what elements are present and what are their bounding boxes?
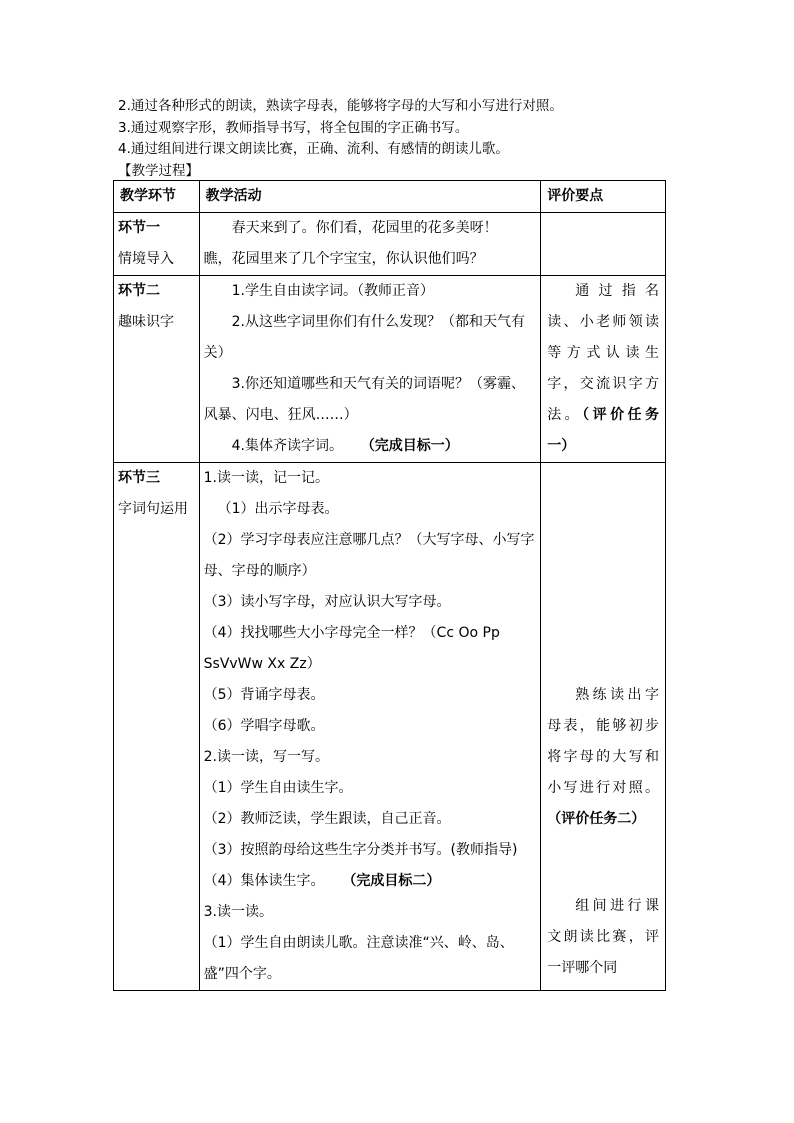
table-row bbox=[114, 213, 666, 276]
evaluation-text: 熟练读出字母表，能够初步将字母的大写和小写进行对照。 bbox=[547, 687, 659, 796]
evaluation-text: 组间进行课文朗读比赛，评一评哪个同 bbox=[547, 898, 659, 976]
activity-line: （2）教师泛读，学生跟读，自己正音。 bbox=[203, 811, 451, 827]
activity-line: 3.你还知道哪些和天气有关的词语呢？（雾霾、风暴、闪电、狂风……） bbox=[203, 376, 525, 423]
stage-cell bbox=[114, 276, 200, 463]
activity-line: 1.读一读，记一记。 bbox=[203, 470, 329, 486]
evaluation-task: （评价任务二） bbox=[547, 811, 646, 827]
header-stage: 教学环节 bbox=[114, 181, 200, 213]
activity-cell bbox=[199, 276, 541, 463]
evaluation-block bbox=[547, 680, 659, 835]
activity-line: （3）读小写字母，对应认识大写字母。 bbox=[203, 594, 451, 610]
activity-line: （2）学习字母表应注意哪几点？（大写字母、小写字母、字母的顺序） bbox=[203, 532, 535, 579]
activity-line: 2.读一读，写一写。 bbox=[203, 749, 329, 765]
activity-line: 春天来到了。你们看，花园里的花多美呀！ bbox=[231, 220, 498, 236]
stage-name: 环节三 bbox=[118, 470, 160, 486]
stage-name: 环节二 bbox=[118, 283, 160, 299]
activity-cell bbox=[199, 213, 541, 276]
activity-line: 1.学生自由读字词。（教师正音） bbox=[231, 283, 434, 299]
activity-line bbox=[204, 431, 537, 462]
stage-title: 情境导入 bbox=[118, 251, 174, 267]
target-label: （完成目标一） bbox=[360, 438, 459, 454]
table-row bbox=[114, 276, 666, 463]
activity-line: （4）找找哪些大小字母完全一样？（Cc Oo Pp SsVvWw Xx Zz） bbox=[203, 625, 500, 672]
table-row bbox=[114, 463, 666, 991]
objective-line: 3.通过观察字形，教师指导书写，将全包围的字正确书写。 bbox=[118, 119, 469, 136]
activity-line: （1）学生自由朗读儿歌。注意读准“兴、岭、岛、盛”四个字。 bbox=[203, 935, 514, 982]
evaluation-cell bbox=[541, 276, 666, 463]
stage-cell bbox=[114, 213, 200, 276]
evaluation-task: （评价任务一） bbox=[547, 407, 660, 454]
activity-line: （1）出示字母表。 bbox=[217, 501, 339, 517]
activity-cell bbox=[199, 463, 541, 991]
activity-line: 2.从这些字词里你们有什么发现？（都和天气有关） bbox=[203, 314, 525, 361]
activity-text: 4.集体齐读字词。 bbox=[231, 438, 343, 454]
header-activity: 教学活动 bbox=[199, 181, 541, 213]
objective-line: 2.通过各种形式的朗读，熟读字母表，能够将字母的大写和小写进行对照。 bbox=[118, 98, 563, 114]
intro-objectives bbox=[118, 96, 563, 182]
activity-line: （6）学唱字母歌。 bbox=[203, 718, 325, 734]
activity-text: （4）集体读生字。 bbox=[203, 873, 325, 889]
stage-name: 环节一 bbox=[118, 220, 160, 236]
stage-cell bbox=[114, 463, 200, 991]
activity-line: （1）学生自由读生字。 bbox=[203, 780, 353, 796]
target-label: （完成目标二） bbox=[342, 873, 441, 889]
section-heading: 【教学过程】 bbox=[118, 162, 199, 179]
stage-title: 趣味识字 bbox=[118, 314, 174, 330]
objective-line: 4.通过组间进行课文朗读比赛，正确、流利、有感情的朗读儿歌。 bbox=[118, 141, 509, 157]
activity-line: 3.读一读。 bbox=[203, 904, 273, 920]
activity-line: 瞧，花园里来了几个字宝宝，你认识他们吗？ bbox=[203, 251, 484, 267]
activity-line: （3）按照韵母给这些生字分类并书写。(教师指导) bbox=[203, 842, 518, 858]
evaluation-cell bbox=[541, 213, 666, 276]
activity-line: （5）背诵字母表。 bbox=[203, 687, 325, 703]
evaluation-cell bbox=[541, 463, 666, 991]
header-evaluation: 评价要点 bbox=[541, 181, 666, 213]
evaluation-block bbox=[547, 891, 659, 984]
table-header-row bbox=[114, 181, 666, 213]
stage-title: 字词句运用 bbox=[118, 501, 188, 517]
activity-line bbox=[204, 866, 537, 897]
evaluation-text: 通过指名读、小老师领读等方式认读生字，交流识字方法。 bbox=[547, 283, 659, 423]
lesson-plan-table bbox=[113, 180, 666, 991]
